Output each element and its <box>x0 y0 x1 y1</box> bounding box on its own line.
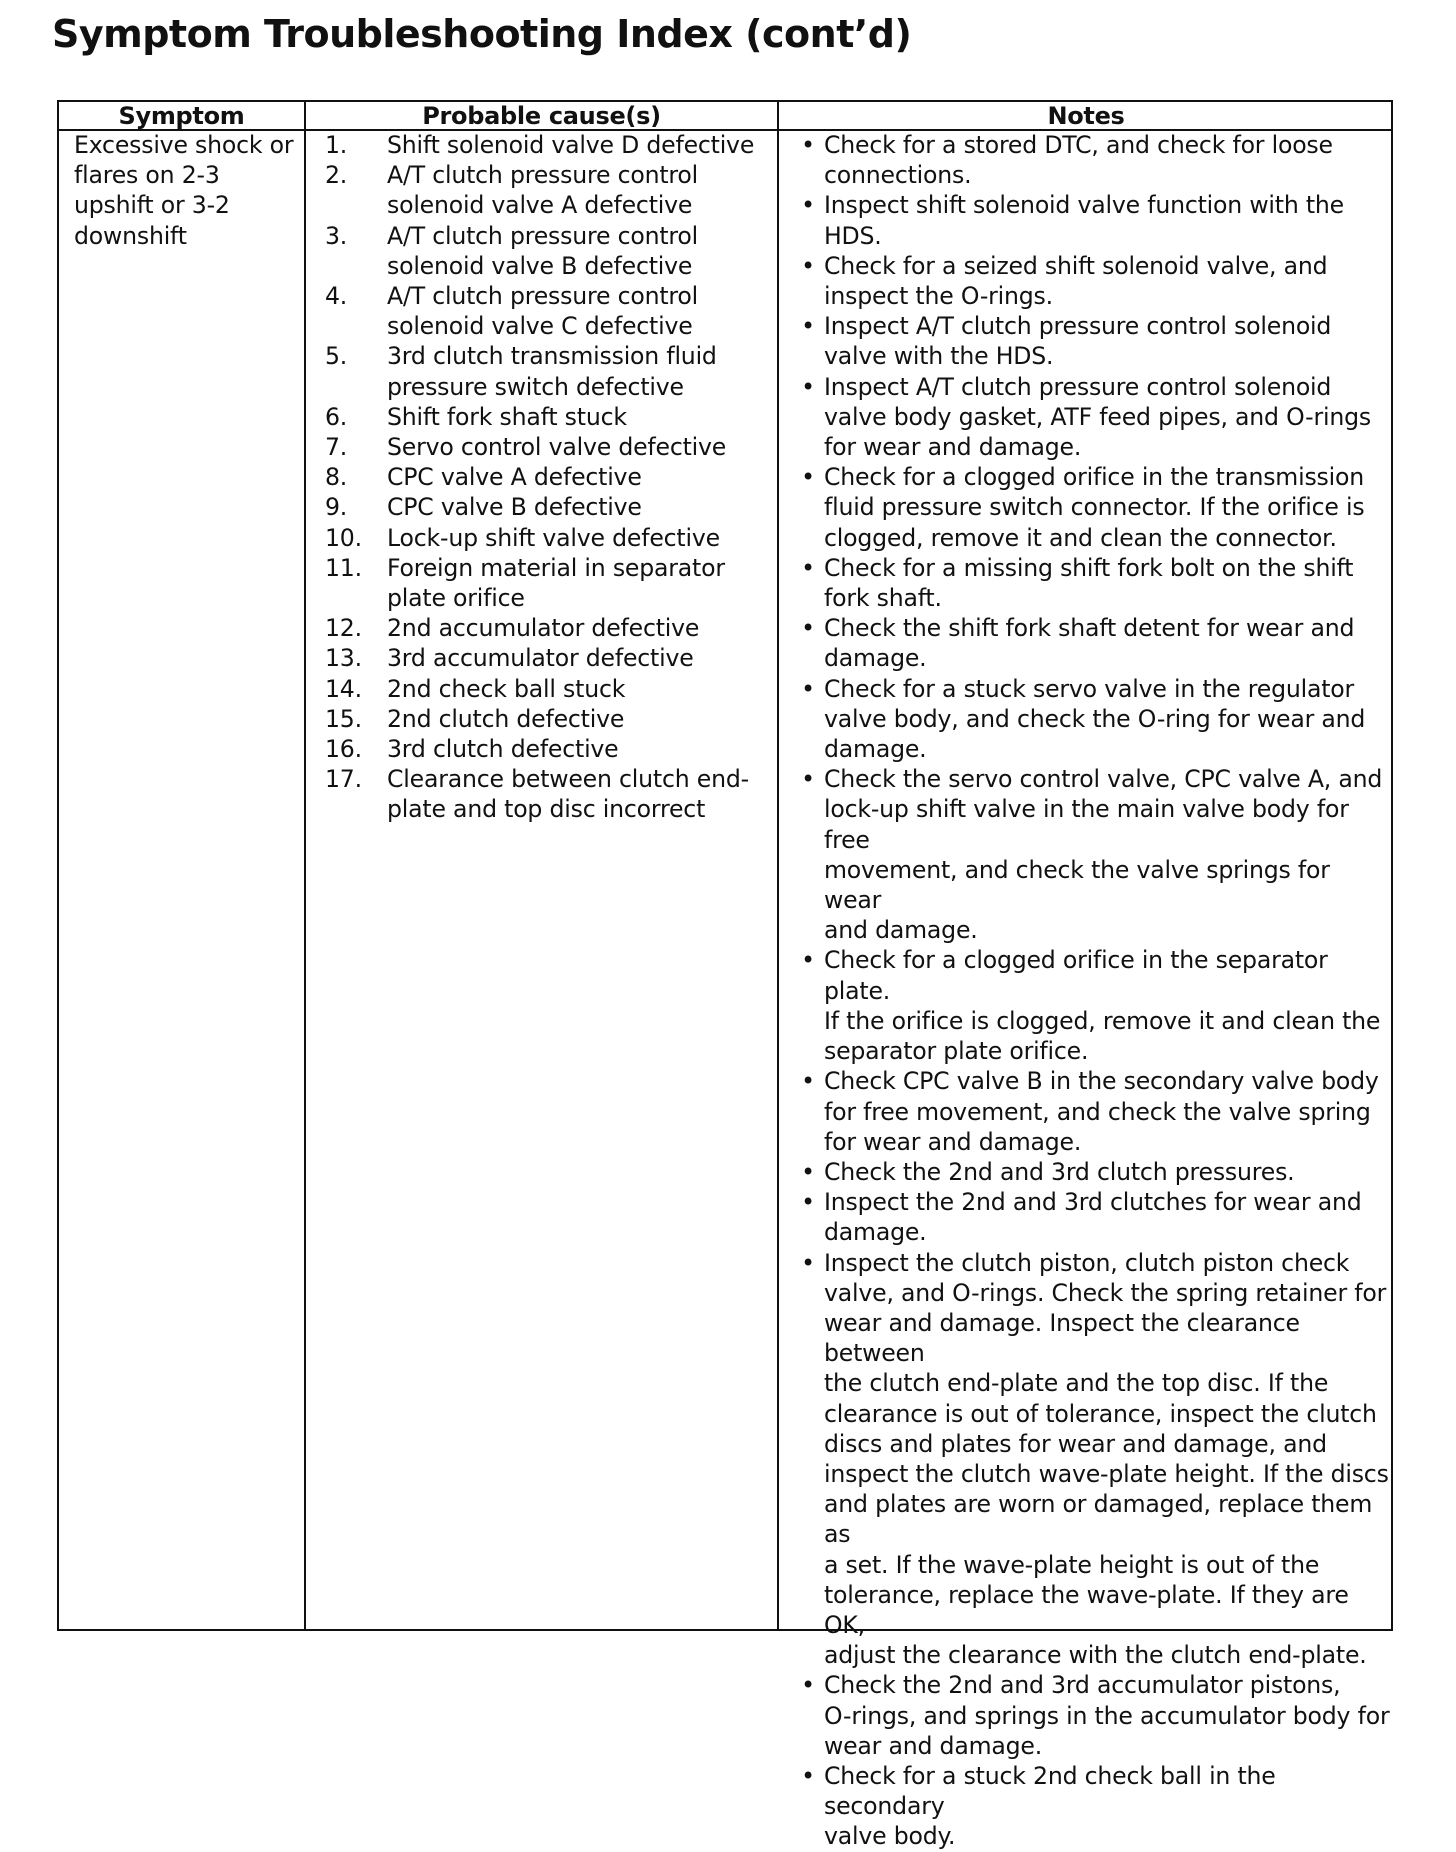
symptom-line: upshift or 3-2 <box>74 191 230 220</box>
note-line: Check the 2nd and 3rd clutch pressures. <box>824 1157 1295 1186</box>
symptom-cell <box>74 130 299 251</box>
cause-text <box>387 432 774 462</box>
cause-text <box>387 704 774 734</box>
bullet-icon: • <box>801 251 815 280</box>
cause-item <box>319 402 774 432</box>
note-text <box>824 462 1392 553</box>
note-line: tolerance, replace the wave-plate. If they are OK, <box>824 1580 1349 1639</box>
cause-line: solenoid valve B defective <box>387 251 693 280</box>
note-line: valve body gasket, ATF feed pipes, and O-rings <box>824 402 1371 431</box>
note-line: valve, and O-rings. Check the spring retainer for <box>824 1278 1387 1307</box>
note-line: Inspect A/T clutch pressure control solenoid <box>824 372 1332 401</box>
bullet-icon: • <box>801 946 815 975</box>
note-item <box>794 372 1392 463</box>
troubleshooting-table <box>57 100 1393 1851</box>
cause-line: 2nd clutch defective <box>387 704 625 733</box>
cause-line: Clearance between clutch end- <box>387 765 749 794</box>
note-line: Inspect A/T clutch pressure control solenoid <box>824 312 1332 341</box>
note-text <box>824 553 1392 613</box>
note-item <box>794 1670 1392 1761</box>
bullet-icon: • <box>801 1157 815 1186</box>
note-item <box>794 1066 1392 1157</box>
note-line: Check for a missing shift fork bolt on the shift <box>824 553 1354 582</box>
note-item <box>794 130 1392 190</box>
symptom-line: flares on 2-3 <box>74 161 220 190</box>
note-line: If the orifice is clogged, remove it and clean the <box>824 1006 1381 1035</box>
bullet-icon: • <box>801 131 815 159</box>
cause-line: 3rd clutch defective <box>387 735 619 764</box>
bullet-icon: • <box>801 463 815 492</box>
cause-number: 12. <box>325 614 362 643</box>
note-line: valve body, and check the O-ring for wear and <box>824 704 1366 733</box>
cause-number: 7. <box>325 433 348 462</box>
bullet-icon: • <box>801 674 815 703</box>
note-line: adjust the clearance with the clutch end-plate. <box>824 1641 1367 1670</box>
cause-item <box>319 553 774 613</box>
note-line: damage. <box>824 1218 927 1247</box>
cause-number: 3. <box>325 221 348 250</box>
cause-text <box>387 734 774 764</box>
note-text <box>824 674 1392 765</box>
note-item <box>794 764 1392 945</box>
note-line: HDS. <box>824 221 882 250</box>
cause-text <box>387 492 774 522</box>
notes-cell <box>794 130 1392 1852</box>
note-item <box>794 613 1392 673</box>
note-text <box>824 130 1392 190</box>
note-line: O-rings, and springs in the accumulator body for <box>824 1701 1390 1730</box>
cause-text <box>387 643 774 673</box>
bullet-icon: • <box>801 1067 815 1096</box>
note-text <box>824 945 1392 1066</box>
cause-line: 2nd check ball stuck <box>387 674 626 703</box>
cause-item <box>319 734 774 764</box>
symptom-line: downshift <box>74 221 187 250</box>
cause-item <box>319 523 774 553</box>
cause-line: 3rd clutch transmission fluid <box>387 342 717 371</box>
note-line: and damage. <box>824 916 978 945</box>
cause-text <box>387 553 774 613</box>
note-text <box>824 1670 1392 1761</box>
cause-number: 9. <box>325 493 348 522</box>
note-text <box>824 372 1392 463</box>
cause-text <box>387 674 774 704</box>
cause-item <box>319 674 774 704</box>
note-line: Inspect the clutch piston, clutch piston check <box>824 1248 1350 1277</box>
note-line: inspect the clutch wave-plate height. If the discs <box>824 1459 1389 1488</box>
cause-number: 14. <box>325 674 362 703</box>
page-title: Symptom Troubleshooting Index (cont’d) <box>52 12 912 56</box>
note-line: Inspect shift solenoid valve function with the <box>824 191 1344 220</box>
cause-line: solenoid valve C defective <box>387 312 693 341</box>
bullet-icon: • <box>801 372 815 401</box>
note-line: Check for a stuck servo valve in the regulator <box>824 674 1355 703</box>
cause-text <box>387 130 774 160</box>
cause-text <box>387 523 774 553</box>
cause-number: 17. <box>325 765 362 794</box>
cause-line: solenoid valve A defective <box>387 191 693 220</box>
cause-line: A/T clutch pressure control <box>387 282 698 311</box>
note-line: clearance is out of tolerance, inspect the clutch <box>824 1399 1377 1428</box>
header-probable-causes: Probable cause(s) <box>422 102 661 130</box>
note-line: Check the 2nd and 3rd accumulator pistons, <box>824 1671 1341 1700</box>
bullet-icon: • <box>801 765 815 794</box>
note-item <box>794 1187 1392 1247</box>
cause-text <box>387 341 774 401</box>
note-line: valve body. <box>824 1822 956 1851</box>
note-text <box>824 1187 1392 1247</box>
note-line: Check for a clogged orifice in the transmission <box>824 463 1364 492</box>
bullet-icon: • <box>801 1671 815 1700</box>
note-text <box>824 311 1392 371</box>
cause-number: 8. <box>325 463 348 492</box>
cause-line: CPC valve B defective <box>387 493 642 522</box>
bullet-icon: • <box>801 553 815 582</box>
note-text <box>824 1248 1392 1671</box>
cause-line: 2nd accumulator defective <box>387 614 700 643</box>
cause-line: A/T clutch pressure control <box>387 161 698 190</box>
cause-line: Shift solenoid valve D defective <box>387 131 755 159</box>
bullet-icon: • <box>801 191 815 220</box>
cause-line: Foreign material in separator <box>387 553 725 582</box>
note-item <box>794 190 1392 250</box>
cause-item <box>319 764 774 824</box>
cause-text <box>387 613 774 643</box>
note-line: valve with the HDS. <box>824 342 1054 371</box>
note-text <box>824 764 1392 945</box>
cause-number: 5. <box>325 342 348 371</box>
note-line: damage. <box>824 735 927 764</box>
note-line: wear and damage. Inspect the clearance between <box>824 1308 1300 1368</box>
note-line: Check for a stored DTC, and check for loose <box>824 131 1333 159</box>
cause-line: 3rd accumulator defective <box>387 644 694 673</box>
cause-item <box>319 221 774 281</box>
note-text <box>824 190 1392 250</box>
note-line: Check for a stuck 2nd check ball in the secondary <box>824 1761 1276 1821</box>
note-item <box>794 251 1392 311</box>
cause-item <box>319 281 774 341</box>
cause-line: CPC valve A defective <box>387 463 642 492</box>
note-line: movement, and check the valve springs for wear <box>824 855 1330 915</box>
note-item <box>794 311 1392 371</box>
note-line: for wear and damage. <box>824 433 1082 462</box>
cause-line: Shift fork shaft stuck <box>387 402 627 431</box>
note-line: damage. <box>824 644 927 673</box>
cause-text <box>387 462 774 492</box>
cause-number: 13. <box>325 644 362 673</box>
note-line: lock-up shift valve in the main valve body for free <box>824 795 1349 854</box>
note-item <box>794 1248 1392 1671</box>
note-line: Check CPC valve B in the secondary valve body <box>824 1067 1379 1096</box>
note-line: for wear and damage. <box>824 1127 1082 1156</box>
cause-number: 1. <box>325 131 348 159</box>
bullet-icon: • <box>801 614 815 643</box>
note-line: and plates are worn or damaged, replace them as <box>824 1490 1373 1549</box>
note-line: fork shaft. <box>824 584 942 613</box>
note-line: separator plate orifice. <box>824 1037 1089 1066</box>
cause-item <box>319 613 774 643</box>
cause-text <box>387 221 774 281</box>
cause-item <box>319 160 774 220</box>
note-text <box>824 1157 1392 1187</box>
cause-item <box>319 492 774 522</box>
cause-line: A/T clutch pressure control <box>387 221 698 250</box>
cause-line: pressure switch defective <box>387 372 684 401</box>
note-line: Check for a seized shift solenoid valve, and <box>824 251 1328 280</box>
note-item <box>794 1761 1392 1852</box>
note-line: wear and damage. <box>824 1731 1043 1760</box>
cause-line: Servo control valve defective <box>387 433 727 462</box>
note-item <box>794 945 1392 1066</box>
causes-cell <box>319 130 774 825</box>
cause-line: plate and top disc incorrect <box>387 795 706 824</box>
header-symptom: Symptom <box>118 102 245 130</box>
cause-number: 10. <box>325 523 362 552</box>
note-text <box>824 613 1392 673</box>
bullet-icon: • <box>801 312 815 341</box>
cause-line: Lock-up shift valve defective <box>387 523 720 552</box>
note-line: a set. If the wave-plate height is out of the <box>824 1550 1320 1579</box>
note-text <box>824 1761 1392 1852</box>
column-divider <box>777 102 779 1629</box>
note-line: connections. <box>824 161 972 190</box>
note-text <box>824 251 1392 311</box>
note-item <box>794 1157 1392 1187</box>
cause-number: 16. <box>325 735 362 764</box>
cause-item <box>319 643 774 673</box>
cause-line: plate orifice <box>387 584 525 613</box>
symptom-line: Excessive shock or <box>74 131 294 159</box>
cause-number: 4. <box>325 282 348 311</box>
cause-number: 2. <box>325 161 348 190</box>
note-line: Check for a clogged orifice in the separator plate. <box>824 946 1328 1005</box>
note-line: Inspect the 2nd and 3rd clutches for wear and <box>824 1188 1362 1217</box>
note-line: Check the servo control valve, CPC valve A, and <box>824 765 1383 794</box>
cause-text <box>387 160 774 220</box>
cause-item <box>319 704 774 734</box>
cause-text <box>387 764 774 824</box>
note-line: Check the shift fork shaft detent for wear and <box>824 614 1355 643</box>
note-line: for free movement, and check the valve spring <box>824 1097 1371 1126</box>
cause-item <box>319 432 774 462</box>
cause-item <box>319 341 774 401</box>
cause-item <box>319 130 774 160</box>
cause-item <box>319 462 774 492</box>
cause-text <box>387 281 774 341</box>
note-line: inspect the O-rings. <box>824 282 1053 311</box>
note-item <box>794 462 1392 553</box>
note-line: fluid pressure switch connector. If the orifice is <box>824 493 1365 522</box>
note-line: discs and plates for wear and damage, and <box>824 1429 1327 1458</box>
note-item <box>794 553 1392 613</box>
note-item <box>794 674 1392 765</box>
cause-number: 11. <box>325 553 362 582</box>
bullet-icon: • <box>801 1248 815 1277</box>
cause-text <box>387 402 774 432</box>
cause-number: 6. <box>325 402 348 431</box>
note-line: the clutch end-plate and the top disc. If the <box>824 1369 1329 1398</box>
cause-number: 15. <box>325 704 362 733</box>
note-line: clogged, remove it and clean the connector. <box>824 523 1337 552</box>
column-divider <box>304 102 306 1629</box>
header-notes: Notes <box>1047 102 1125 130</box>
bullet-icon: • <box>801 1188 815 1217</box>
bullet-icon: • <box>801 1761 815 1790</box>
note-text <box>824 1066 1392 1157</box>
